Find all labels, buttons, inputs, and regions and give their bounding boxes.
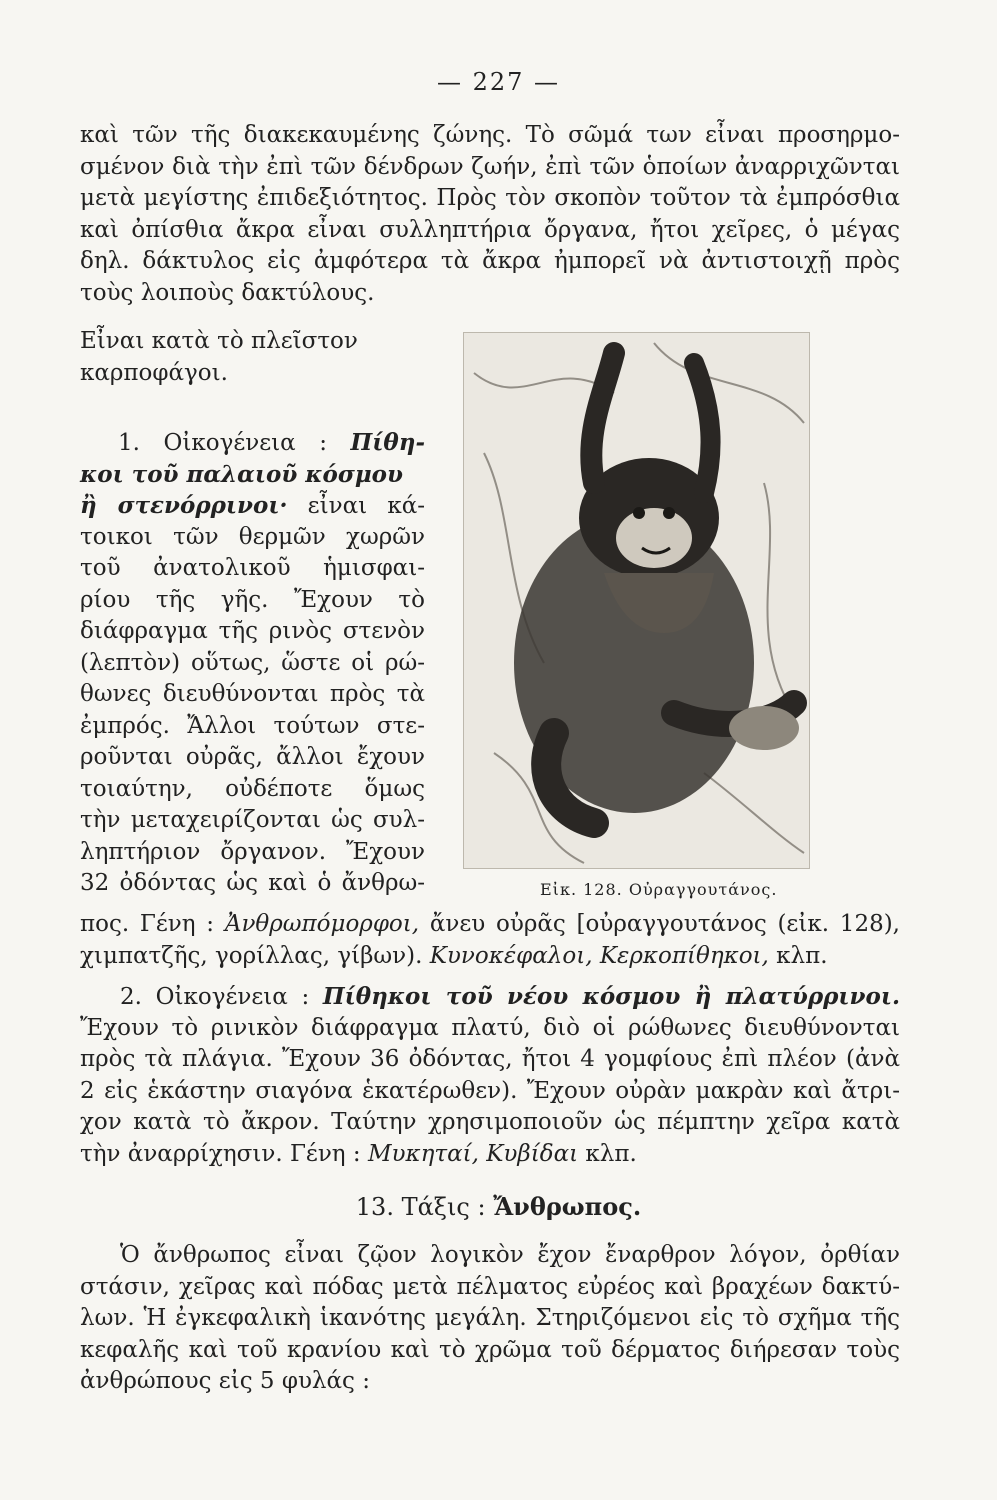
text-fragment: ἄνευ οὐρᾶς [οὐραγγουτάνος (εἰκ. 128),: [419, 911, 900, 937]
text-line: λων. Ἡ ἐγκεφαλικὴ ἱκανότης μεγάλη. Στηριζόμενοι εἰς τὸ σχῆμα τῆς: [80, 1305, 900, 1331]
section-number: 13. Τάξις :: [355, 1193, 494, 1221]
page-number: — 227 —: [436, 68, 561, 96]
text-line: διάφραγμα τῆς ρινὸς στενὸν: [80, 618, 425, 644]
text-line: καὶ ὀπίσθια ἄκρα εἶναι συλληπτήρια ὄργανα, ἤτοι χεῖρες, ὁ μέγας: [80, 216, 900, 243]
text-line: ληπτήριον ὄργανον. Ἔχουν: [80, 838, 425, 865]
text-line: καρποφάγοι.: [80, 359, 228, 386]
text-line: πρὸς τὰ πλάγια. Ἔχουν 36 ὀδόντας, ἤτοι 4 γομφίους ἐπὶ πλέον (ἀνὰ: [80, 1046, 900, 1072]
text-line: δηλ. δάκτυλος εἰς ἀμφότερα τὰ ἄκρα ἠμπορεῖ νὰ ἀντιστοιχῇ πρὸς: [80, 248, 900, 274]
section-name: Ἄνθρωπος.: [493, 1192, 642, 1221]
text-fragment: χιμπατζῆς, γορίλλας, γίβων).: [80, 942, 430, 969]
text-line: τοικοι τῶν θερμῶν χωρῶν: [80, 523, 425, 550]
text-line: [80, 909, 900, 941]
genus-name: Μυκηταί, Κυβίδαι: [367, 1140, 579, 1167]
family1-name-alt: ἢ στενόρρινοι·: [80, 492, 288, 519]
genus-name: Ἀνθρωπόμορφοι,: [224, 911, 420, 937]
text-line: χον κατὰ τὸ ἄκρον. Ταύτην χρησιμοποιοῦν ὡς πέμπτην χεῖρα κατὰ: [80, 1109, 900, 1135]
family2-lead: 2. Οἰκογένεια :: [120, 984, 323, 1010]
family1-lead: 1. Οἰκογένεια :: [118, 430, 351, 456]
text-line: καὶ τῶν τῆς διακεκαυμένης ζώνης. Τὸ σῶμά των εἶναι προσηρμο-: [80, 122, 900, 148]
text-line: Ὁ ἄνθρωπος εἶναι ζῷον λογικὸν ἔχον ἔναρθρον λόγον, ὀρθίαν: [120, 1242, 900, 1268]
family2-name: Πίθηκοι τοῦ νέου κόσμου ἢ πλατύρρινοι.: [322, 983, 900, 1010]
paragraph-human: [80, 1240, 900, 1398]
orangutan-illustration: [463, 332, 810, 869]
family2-paragraph: [80, 981, 900, 1170]
text-line: στάσιν, χεῖρας καὶ πόδας μετὰ πέλματος εὐρέος καὶ βραχέων δακτύ-: [80, 1273, 900, 1300]
text-line: ρίου τῆς γῆς. Ἔχουν τὸ: [80, 586, 425, 613]
paragraph-intro: [80, 120, 900, 309]
text-line: [80, 490, 425, 522]
text-line: τοὺς λοιποὺς δακτύλους.: [80, 279, 375, 306]
text-line: τοιαύτην, οὐδέποτε ὅμως: [80, 775, 425, 802]
text-line: [80, 941, 900, 973]
text-line: τὴν μεταχειρίζονται ὡς συλ-: [80, 807, 425, 833]
genus-name: Κυνοκέφαλοι, Κερκοπίθηκοι,: [429, 942, 769, 969]
text-line: ἀνθρώπους εἰς 5 φυλάς :: [80, 1368, 370, 1394]
family1-name: Πίθη-: [350, 429, 425, 456]
text-line: Ἔχουν τὸ ρινικὸν διάφραγμα πλατύ, διὸ οἱ ρώθωνες διευθύνονται: [80, 1014, 900, 1041]
text-fragment: τὴν ἀναρρίχησιν. Γένη :: [80, 1140, 368, 1167]
family1-heading: [80, 427, 425, 459]
text-line: 2 εἰς ἑκάστην σιαγόνα ἑκατέρωθεν). Ἔχουν οὐρὰν μακρὰν καὶ ἄτρι-: [80, 1077, 900, 1104]
figure-caption: Εἰκ. 128. Οὐραγγουτάνος.: [540, 880, 778, 899]
text-line: Εἶναι κατὰ τὸ πλεῖστον: [80, 328, 358, 354]
text-line: σμένον διὰ τὴν ἐπὶ τῶν δένδρων ζωήν, ἐπὶ τῶν ὁποίων ἀναρριχῶνται: [80, 153, 900, 180]
column-text: [80, 326, 430, 900]
text-line: [80, 1139, 900, 1171]
family2-heading: [80, 981, 900, 1013]
text-fragment: κλπ.: [768, 942, 828, 969]
text-fragment: πος. Γένη :: [80, 911, 225, 937]
family1-name-line: κοι τοῦ παλαιοῦ κόσμου: [80, 460, 403, 488]
orangutan-drawing: [464, 333, 809, 868]
text-line: θωνες διευθύνονται πρὸς τὰ: [80, 681, 425, 707]
text-fragment: κλπ.: [578, 1140, 637, 1167]
text-line: κεφαλῆς καὶ τοῦ κρανίου καὶ τὸ χρῶμα τοῦ δέρματος διήρεσαν τοὺς: [80, 1336, 900, 1363]
text-line: (λεπτὸν) οὕτως, ὥστε οἱ ρώ-: [80, 649, 425, 676]
text-line: ροῦνται οὐρᾶς, ἄλλοι ἔχουν: [80, 744, 425, 770]
text-line: μετὰ μεγίστης ἐπιδεξιότητος. Πρὸς τὸν σκοπὸν τοῦτον τὰ ἐμπρόσθια: [80, 185, 900, 211]
text-fragment: εἶναι κά-: [287, 493, 425, 519]
text-line: 32 ὀδόντας ὡς καὶ ὁ ἄνθρω-: [80, 870, 425, 896]
family1-genera: [80, 909, 900, 972]
text-line: ἐμπρός. Ἄλλοι τούτων στε-: [80, 712, 425, 739]
text-line: τοῦ ἀνατολικοῦ ἡμισφαι-: [80, 555, 425, 581]
section-title: [0, 1192, 997, 1221]
